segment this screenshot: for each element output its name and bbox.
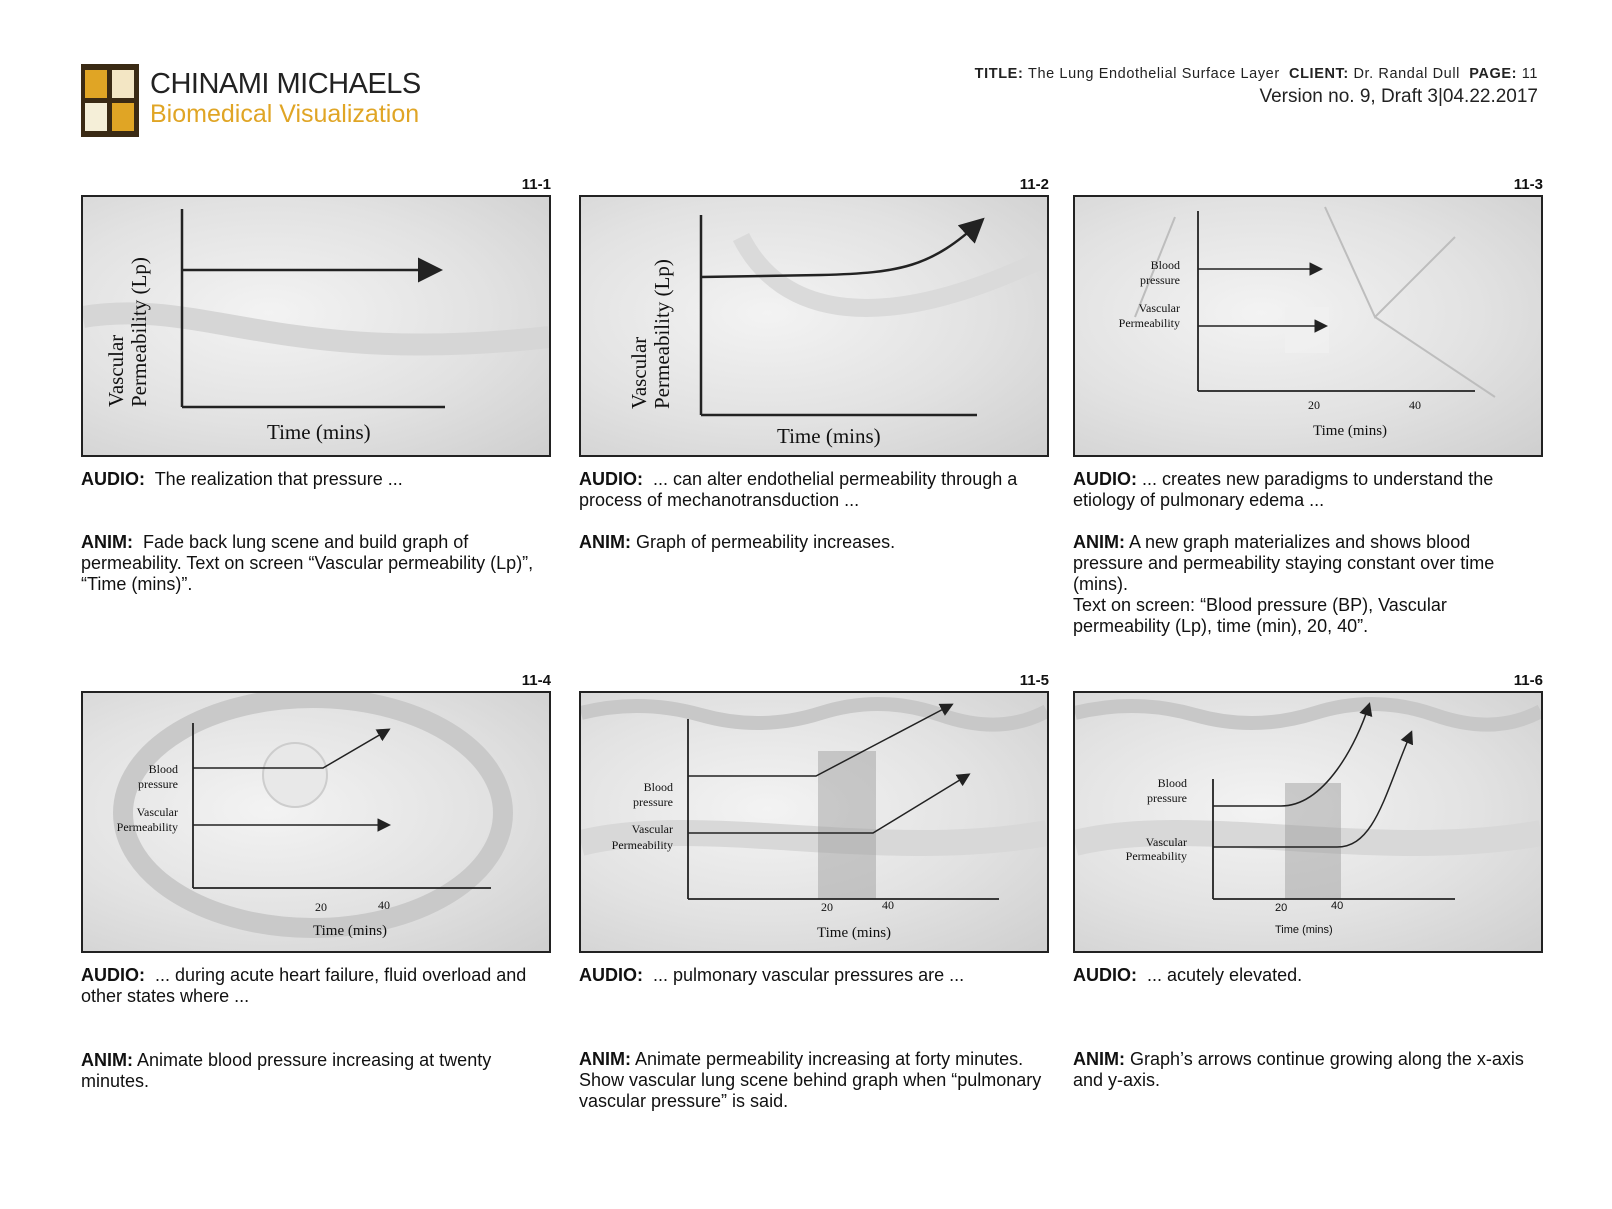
tick-40: 40 <box>1331 900 1344 912</box>
x-label: Time (mins) <box>1275 924 1333 936</box>
permeability-graph <box>581 197 1047 455</box>
panel-frame <box>81 691 551 953</box>
vp-label-line1: Vascular <box>1138 301 1180 315</box>
vp-label-line1: Vascular <box>1145 835 1187 849</box>
brand-name: CHINAMI MICHAELS <box>150 68 421 100</box>
bp-permeability-graph <box>581 693 1047 951</box>
panel-frame <box>579 195 1049 457</box>
vp-label-line2: Permeability <box>1118 316 1180 330</box>
audio-text: AUDIO: ... during acute heart failure, fluid overload and other states where ... <box>81 965 527 1006</box>
bp-permeability-graph <box>83 693 549 951</box>
anim-text-2: Text on screen: “Blood pressure (BP), Vascular permeability (Lp), time (min), 20, 40”. <box>1073 595 1447 636</box>
tick-40: 40 <box>1409 398 1421 412</box>
x-label: Time (mins) <box>777 424 881 448</box>
anim-text: ANIM: Fade back lung scene and build graph of permeability. Text on screen “Vascular permeability (Lp)”, “Time (mins)”. <box>81 532 534 594</box>
panel-id: 11-4 <box>521 672 551 689</box>
audio-text: AUDIO: ... pulmonary vascular pressures are ... <box>579 965 965 985</box>
permeability-graph <box>83 197 549 455</box>
vp-label-line2: Permeability <box>611 838 673 852</box>
panel-id: 11-6 <box>1513 672 1543 689</box>
logo-block <box>85 70 107 98</box>
version-text: Version no. 9, Draft 3|04.22.2017 <box>1259 86 1538 107</box>
panel-id: 11-1 <box>521 176 551 193</box>
vp-label-line2: Permeability <box>1125 849 1187 863</box>
bp-label-line1: Blood <box>1157 776 1187 790</box>
time-window <box>818 751 876 899</box>
bp-label-line2: pressure <box>633 795 673 809</box>
panel-id: 11-2 <box>1019 176 1049 193</box>
audio-text: AUDIO: ... creates new paradigms to understand the etiology of pulmonary edema ... <box>1073 469 1494 510</box>
tick-40: 40 <box>882 898 894 912</box>
bp-label-line2: pressure <box>1140 273 1180 287</box>
panel-frame <box>1073 691 1543 953</box>
header-meta <box>975 66 1538 82</box>
tick-40: 40 <box>378 898 390 912</box>
bp-permeability-graph <box>1075 197 1541 455</box>
time-window <box>1285 783 1341 899</box>
bp-permeability-graph <box>1075 693 1541 951</box>
x-label: Time (mins) <box>1313 423 1388 439</box>
panel-id: 11-3 <box>1513 176 1543 193</box>
anim-text: ANIM: A new graph materializes and shows blood pressure and permeability staying constant over time (mins). <box>1073 532 1495 594</box>
logo-block <box>112 103 134 131</box>
tick-20: 20 <box>315 900 327 914</box>
panel-frame <box>579 691 1049 953</box>
x-label: Time (mins) <box>313 923 388 939</box>
client-label: CLIENT: <box>1289 66 1349 82</box>
bp-label-line1: Blood <box>643 780 673 794</box>
panel-frame <box>1073 195 1543 457</box>
audio-text: AUDIO: ... acutely elevated. <box>1073 965 1303 985</box>
bp-label-line2: pressure <box>1147 791 1187 805</box>
y-label-line2: Permeability (Lp) <box>650 259 674 409</box>
x-label: Time (mins) <box>267 420 371 444</box>
tick-20: 20 <box>1275 902 1288 914</box>
x-label: Time (mins) <box>817 925 892 941</box>
y-label-line2: Permeability (Lp) <box>127 257 151 407</box>
logo-block <box>112 70 134 98</box>
bp-label-line2: pressure <box>138 777 178 791</box>
vp-label-line2: Permeability <box>116 820 178 834</box>
page-label: PAGE: <box>1469 66 1518 82</box>
vp-label-line1: Vascular <box>631 822 673 836</box>
y-label-line1: Vascular <box>627 336 651 409</box>
brand-subtitle: Biomedical Visualization <box>150 100 420 128</box>
audio-text: AUDIO: ... can alter endothelial permeability through a process of mechanotransduction ... <box>579 469 1018 510</box>
anim-text: ANIM: Graph’s arrows continue growing along the x-axis and y-axis. <box>1073 1049 1524 1090</box>
page-value: 11 <box>1521 66 1538 82</box>
anim-text: ANIM: Animate blood pressure increasing at twenty minutes. <box>81 1050 492 1091</box>
y-label-line1: Vascular <box>104 334 128 407</box>
audio-text: AUDIO: The realization that pressure ... <box>81 469 403 489</box>
vp-label-line1: Vascular <box>136 805 178 819</box>
bp-label-line1: Blood <box>148 762 178 776</box>
panel-id: 11-5 <box>1019 672 1049 689</box>
anim-text: ANIM: Graph of permeability increases. <box>579 532 896 552</box>
anim-text: ANIM: Animate permeability increasing at forty minutes. Show vascular lung scene behind graph when “pulmonary vascular pressure” is said. <box>579 1049 1042 1111</box>
title-value: The Lung Endothelial Surface Layer <box>1028 66 1280 82</box>
bp-label-line1: Blood <box>1150 258 1180 272</box>
panel-frame <box>81 195 551 457</box>
client-value: Dr. Randal Dull <box>1353 66 1460 82</box>
tick-20: 20 <box>821 900 833 914</box>
logo-block <box>85 103 107 131</box>
tick-20: 20 <box>1308 398 1320 412</box>
title-label: TITLE: <box>974 66 1024 82</box>
logo <box>81 64 139 137</box>
